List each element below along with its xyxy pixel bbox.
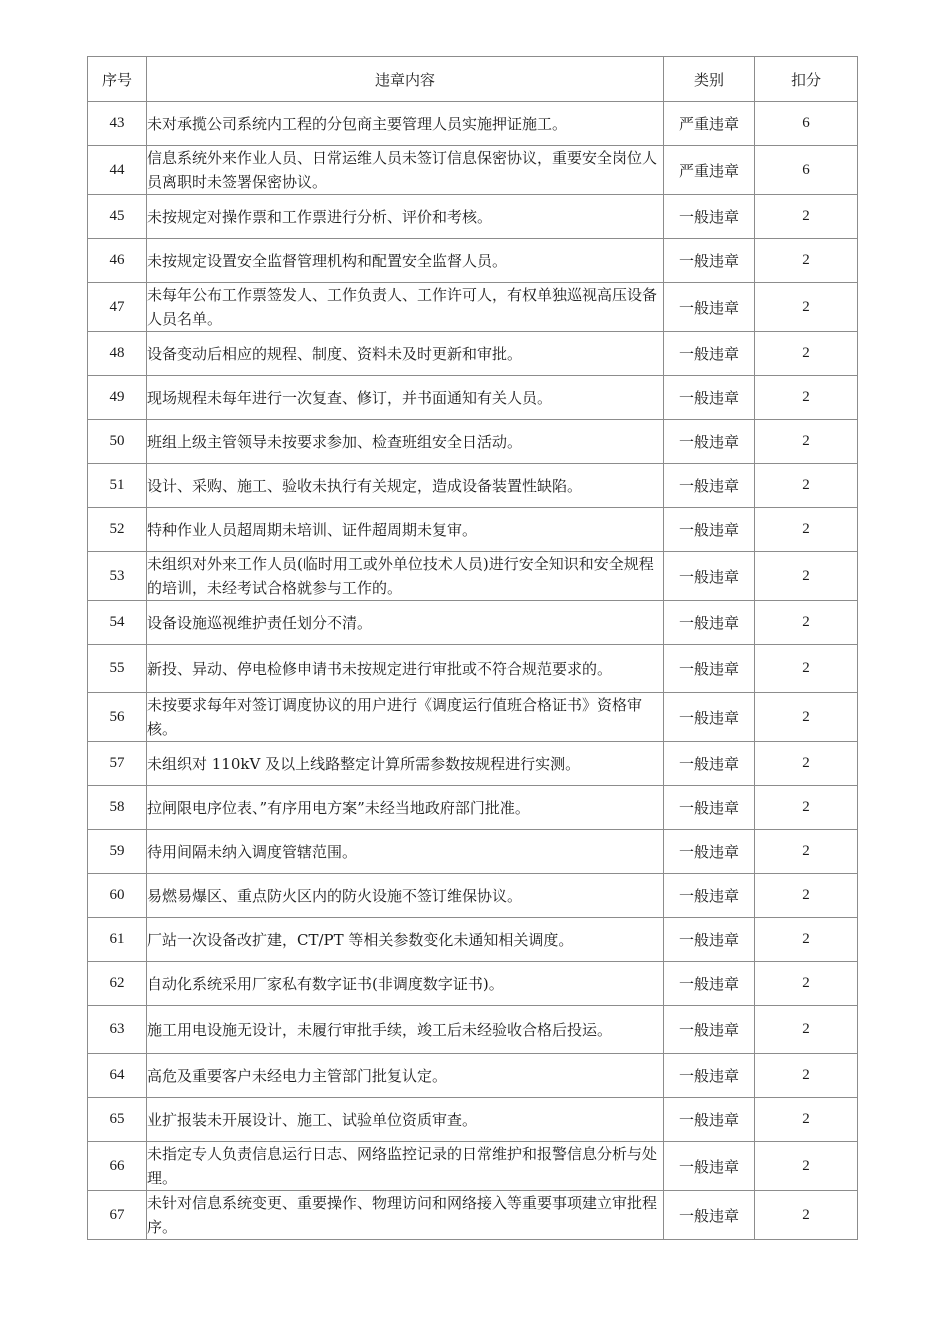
row-content: 设备设施巡视维护责任划分不清。: [147, 601, 664, 645]
table-row: [88, 332, 858, 376]
row-content: 未针对信息系统变更、重要操作、物理访问和网络接入等重要事项建立审批程序。: [147, 1191, 664, 1240]
table-row: [88, 146, 858, 195]
table-row: [88, 918, 858, 962]
row-score: 6: [755, 102, 858, 146]
row-num: 67: [88, 1191, 147, 1240]
row-content: 未按规定对操作票和工作票进行分析、评价和考核。: [147, 195, 664, 239]
row-content: 拉闸限电序位表、”有序用电方案”未经当地政府部门批准。: [147, 786, 664, 830]
row-content: 待用间隔未纳入调度管辖范围。: [147, 830, 664, 874]
row-content: 信息系统外来作业人员、日常运维人员未签订信息保密协议，重要安全岗位人员离职时未签署保密协议。: [147, 146, 664, 195]
row-content: 未按规定设置安全监督管理机构和配置安全监督人员。: [147, 239, 664, 283]
table-row: [88, 195, 858, 239]
header-num: 序号: [88, 57, 147, 102]
row-content: 未每年公布工作票签发人、工作负责人、工作许可人，有权单独巡视高压设备人员名单。: [147, 283, 664, 332]
table-row: [88, 874, 858, 918]
row-num: 60: [88, 874, 147, 918]
row-score: 2: [755, 1098, 858, 1142]
row-category: 一般违章: [664, 552, 755, 601]
row-score: 2: [755, 239, 858, 283]
row-content: 未按要求每年对签订调度协议的用户进行《调度运行值班合格证书》资格审核。: [147, 693, 664, 742]
row-num: 45: [88, 195, 147, 239]
row-category: 一般违章: [664, 742, 755, 786]
table-header-row: [88, 57, 858, 102]
row-category: 一般违章: [664, 962, 755, 1006]
row-category: 一般违章: [664, 464, 755, 508]
row-score: 2: [755, 332, 858, 376]
table-row: [88, 508, 858, 552]
row-score: 2: [755, 786, 858, 830]
row-category: 一般违章: [664, 332, 755, 376]
row-num: 54: [88, 601, 147, 645]
table-row: [88, 1006, 858, 1054]
table-row: [88, 1142, 858, 1191]
row-score: 2: [755, 283, 858, 332]
table-row: [88, 601, 858, 645]
row-score: 2: [755, 1054, 858, 1098]
row-num: 44: [88, 146, 147, 195]
row-score: 2: [755, 1006, 858, 1054]
row-score: 2: [755, 742, 858, 786]
row-category: 一般违章: [664, 693, 755, 742]
row-content: 高危及重要客户未经电力主管部门批复认定。: [147, 1054, 664, 1098]
table-row: [88, 239, 858, 283]
row-score: 2: [755, 645, 858, 693]
row-num: 66: [88, 1142, 147, 1191]
row-content: 厂站一次设备改扩建，CT/PT 等相关参数变化未通知相关调度。: [147, 918, 664, 962]
row-content: 现场规程未每年进行一次复查、修订，并书面通知有关人员。: [147, 376, 664, 420]
table-row: [88, 786, 858, 830]
row-category: 一般违章: [664, 1142, 755, 1191]
row-content: 设备变动后相应的规程、制度、资料未及时更新和审批。: [147, 332, 664, 376]
row-score: 2: [755, 1142, 858, 1191]
row-score: 2: [755, 830, 858, 874]
row-content: 班组上级主管领导未按要求参加、检查班组安全日活动。: [147, 420, 664, 464]
row-num: 49: [88, 376, 147, 420]
row-category: 一般违章: [664, 1098, 755, 1142]
row-content: 未组织对外来工作人员(临时用工或外单位技术人员)进行安全知识和安全规程的培训，未经考试合格就参与工作的。: [147, 552, 664, 601]
table-row: [88, 552, 858, 601]
row-category: 一般违章: [664, 645, 755, 693]
row-num: 43: [88, 102, 147, 146]
row-num: 48: [88, 332, 147, 376]
table-row: [88, 464, 858, 508]
table-row: [88, 1054, 858, 1098]
row-score: 2: [755, 693, 858, 742]
row-category: 严重违章: [664, 146, 755, 195]
row-content: 新投、异动、停电检修申请书未按规定进行审批或不符合规范要求的。: [147, 645, 664, 693]
row-category: 一般违章: [664, 376, 755, 420]
row-category: 一般违章: [664, 1054, 755, 1098]
row-category: 一般违章: [664, 239, 755, 283]
table-row: [88, 102, 858, 146]
header-content: 违章内容: [147, 57, 664, 102]
row-category: 一般违章: [664, 1191, 755, 1240]
row-category: 一般违章: [664, 283, 755, 332]
row-content: 施工用电设施无设计，未履行审批手续，竣工后未经验收合格后投运。: [147, 1006, 664, 1054]
row-score: 2: [755, 195, 858, 239]
row-score: 6: [755, 146, 858, 195]
row-content: 自动化系统采用厂家私有数字证书(非调度数字证书)。: [147, 962, 664, 1006]
row-category: 一般违章: [664, 874, 755, 918]
header-score: 扣分: [755, 57, 858, 102]
table-row: [88, 376, 858, 420]
table-row: [88, 420, 858, 464]
table-row: [88, 830, 858, 874]
row-content: 业扩报装未开展设计、施工、试验单位资质审查。: [147, 1098, 664, 1142]
row-num: 57: [88, 742, 147, 786]
row-content: 未对承揽公司系统内工程的分包商主要管理人员实施押证施工。: [147, 102, 664, 146]
table-row: [88, 742, 858, 786]
row-category: 一般违章: [664, 601, 755, 645]
row-num: 64: [88, 1054, 147, 1098]
row-content: 设计、采购、施工、验收未执行有关规定，造成设备装置性缺陷。: [147, 464, 664, 508]
row-category: 一般违章: [664, 830, 755, 874]
header-category: 类别: [664, 57, 755, 102]
row-num: 52: [88, 508, 147, 552]
row-num: 50: [88, 420, 147, 464]
row-category: 一般违章: [664, 508, 755, 552]
row-content: 特种作业人员超周期未培训、证件超周期未复审。: [147, 508, 664, 552]
table-row: [88, 1098, 858, 1142]
row-category: 一般违章: [664, 420, 755, 464]
row-score: 2: [755, 376, 858, 420]
table-row: [88, 962, 858, 1006]
row-num: 59: [88, 830, 147, 874]
table-row: [88, 645, 858, 693]
row-score: 2: [755, 918, 858, 962]
row-score: 2: [755, 552, 858, 601]
row-score: 2: [755, 601, 858, 645]
row-num: 47: [88, 283, 147, 332]
row-category: 一般违章: [664, 786, 755, 830]
table-row: [88, 693, 858, 742]
row-score: 2: [755, 464, 858, 508]
table-row: [88, 283, 858, 332]
row-num: 56: [88, 693, 147, 742]
row-num: 58: [88, 786, 147, 830]
row-score: 2: [755, 962, 858, 1006]
row-score: 2: [755, 874, 858, 918]
row-num: 63: [88, 1006, 147, 1054]
row-num: 53: [88, 552, 147, 601]
row-category: 严重违章: [664, 102, 755, 146]
row-num: 65: [88, 1098, 147, 1142]
row-content: 未组织对 110kV 及以上线路整定计算所需参数按规程进行实测。: [147, 742, 664, 786]
row-num: 61: [88, 918, 147, 962]
row-content: 易燃易爆区、重点防火区内的防火设施不签订维保协议。: [147, 874, 664, 918]
row-num: 55: [88, 645, 147, 693]
row-num: 46: [88, 239, 147, 283]
row-score: 2: [755, 1191, 858, 1240]
row-category: 一般违章: [664, 195, 755, 239]
row-score: 2: [755, 508, 858, 552]
row-num: 62: [88, 962, 147, 1006]
table-row: [88, 1191, 858, 1240]
violation-table: [87, 56, 858, 1240]
row-score: 2: [755, 420, 858, 464]
row-category: 一般违章: [664, 1006, 755, 1054]
row-content: 未指定专人负责信息运行日志、网络监控记录的日常维护和报警信息分析与处理。: [147, 1142, 664, 1191]
row-category: 一般违章: [664, 918, 755, 962]
row-num: 51: [88, 464, 147, 508]
